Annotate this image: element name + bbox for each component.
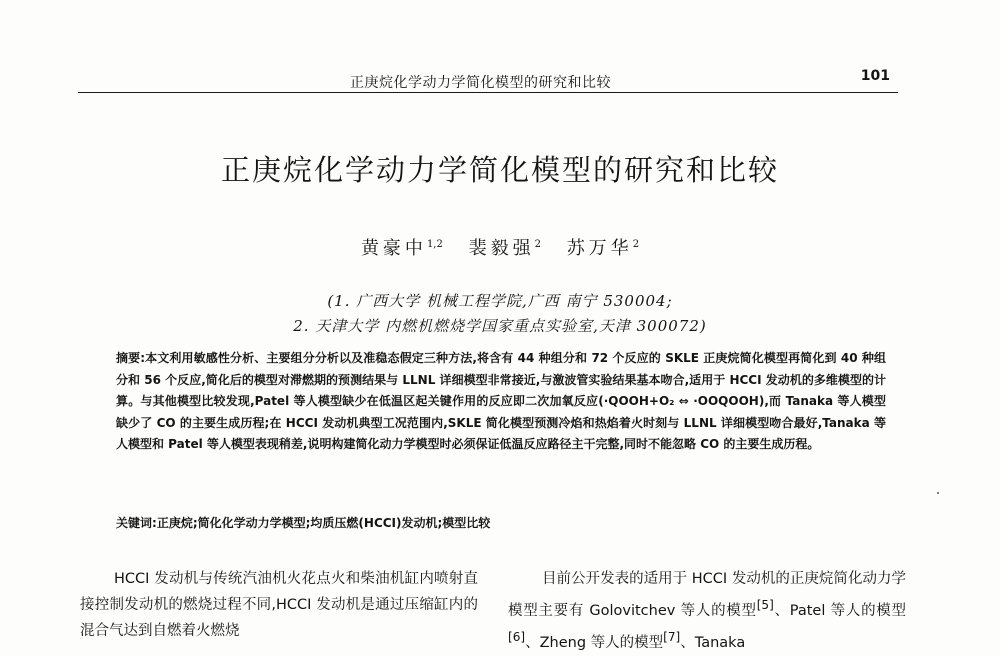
author-affil-mark: 2 [534,239,541,250]
author-affil-mark: 1,2 [426,239,443,250]
paper-title: 正庚烷化学动力学简化模型的研究和比较 [220,153,779,187]
body-left-text: HCCI 发动机与传统汽油机火花点火和柴油机缸内喷射直接控制发动机的燃烧过程不同,HCCI 发动机是通过压缩缸内的混合气达到自燃着火燃烧 [80,571,478,639]
author-list [0,234,1000,260]
author-name: 裴毅强 [468,238,535,259]
body-column-left [80,566,478,644]
author-name: 黄豪中 [360,238,427,259]
keywords-label: 关键词: [116,516,157,530]
scan-speck [937,492,939,494]
page-number: 101 [860,68,890,84]
author [361,238,443,259]
citation-6: [6] [508,629,526,644]
keywords [116,514,886,531]
author-name: 苏万华 [566,238,633,259]
author [469,238,541,259]
citation-7: [7] [663,629,681,644]
body-right-text-3: 、Zheng 等人的模型 [525,634,664,651]
body-right-text-4: 、Tanaka [680,634,746,651]
author [567,238,639,259]
body-right-text-1: 目前公开发表的适用于 HCCI 发动机的正庚烷简化动力学模型主要有 Golovitchev 等人的模型 [508,571,906,619]
running-header [78,64,898,93]
body-column-right [508,566,906,656]
abstract [116,348,886,456]
author-affil-mark: 2 [632,239,640,250]
running-title: 正庚烷化学动力学简化模型的研究和比较 [350,75,611,91]
affiliation-1: (1. 广西大学 机械工程学院,广西 南宁 530004; [327,292,673,310]
abstract-text: 本文利用敏感性分析、主要组分分析以及准稳态假定三种方法,将含有 44 种组分和 72 个反应的 SKLE 正庚烷简化模型再简化到 40 种组分和 56 个反应,简化后的模型对滞燃期的预测结果与 LLNL 详细模型非常接近,与激波管实验结果基本吻合,适用于 HCCI 发动机的多维模型的计算。与其他模型比较发现,Patel 等人模型缺少在低温区起关键作用的反应即二次加氧反应(·QOOH+O₂ ⇔ ·OOQOOH),而 Tanaka 等人模型缺少了 CO 的主要生成历程;在 HCCI 发动机典型工况范围内,SKLE 简化模型预测冷焰和热焰着火时刻与 LLNL 详细模型吻合最好,Tanaka 等人模型和 Patel 等人模型表现稍差,说明构建简化动力学模型时必须保证低温反应路径主干完整,同时不能忽略 CO 的主要生成历程。 [116,351,886,451]
citation-5: [5] [756,598,774,612]
abstract-label: 摘要: [116,351,146,365]
affiliation-2: 2. 天津大学 内燃机燃烧学国家重点实验室,天津 300072) [293,317,707,335]
keywords-text: 正庚烷;简化化学动力学模型;均质压燃(HCCI)发动机;模型比较 [156,516,491,530]
body-right-text-2: 、Patel 等人的模型 [773,602,906,619]
